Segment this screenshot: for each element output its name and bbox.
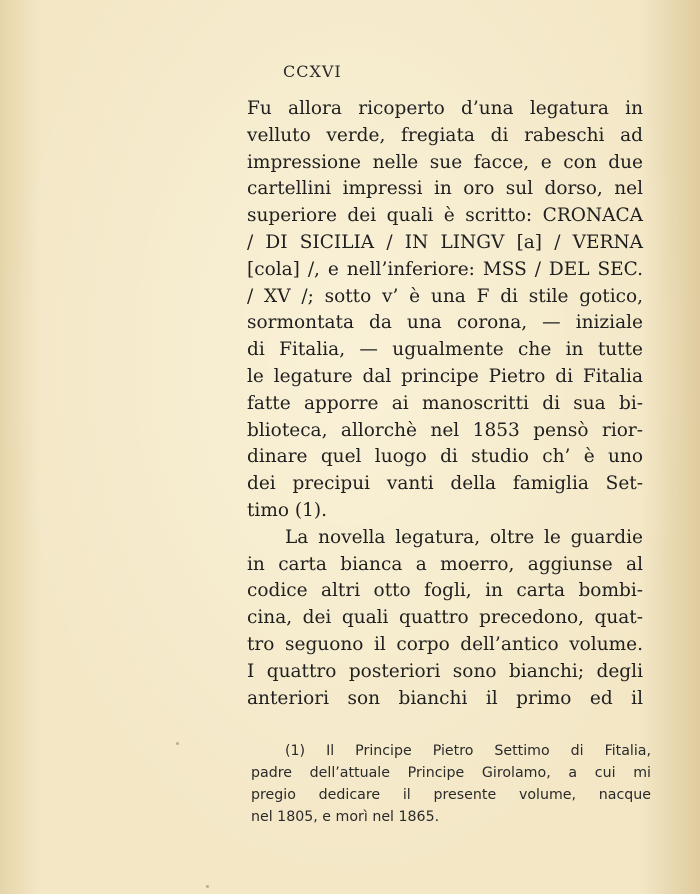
text-line: / DI SICILIA / IN LINGV [a] / VERNA — [247, 231, 643, 253]
text-line: anteriori son bianchi il primo ed il — [247, 687, 643, 709]
footnote-line: pregio dedicare il presente volume, nacque — [251, 787, 651, 803]
text-line: fatte apporre ai manoscritti di sua bi- — [247, 392, 643, 414]
text-line: velluto verde, fregiata di rabeschi ad — [247, 124, 643, 146]
text-line: tro seguono il corpo dell’antico volume. — [247, 633, 643, 655]
text-line: superiore dei quali è scritto: CRONACA — [247, 205, 643, 227]
text-line: dinare quel luogo di studio ch’ è uno — [247, 446, 643, 468]
paper-speck — [176, 742, 179, 745]
text-line: dei precipui vanti della famiglia Set- — [247, 473, 643, 495]
footnote-line: nel 1805, e morì nel 1865. — [251, 809, 440, 825]
paper-speck — [206, 885, 209, 888]
page-number: CCXVI — [283, 62, 342, 81]
text-line: cartellini impressi in oro sul dorso, nel — [247, 178, 643, 200]
footnote — [251, 740, 651, 828]
text-line: sormontata da una corona, — iniziale — [247, 312, 643, 334]
text-line: in carta bianca a moerro, aggiunse al — [247, 553, 643, 575]
footnote-line: (1) Il Principe Pietro Settimo di Fitalia, — [285, 743, 651, 759]
text-line: impressione nelle sue facce, e con due — [247, 151, 643, 173]
text-line: Fu allora ricoperto d’una legatura in — [247, 98, 643, 119]
text-line: / XV /; sotto v’ è una F di stile gotico, — [247, 285, 643, 307]
text-line: [cola] /, e nell’inferiore: MSS / DEL SEC. — [247, 258, 643, 280]
text-line: blioteca, allorchè nel 1853 pensò rior- — [247, 419, 643, 441]
text-line: cina, dei quali quattro precedono, quat- — [247, 607, 643, 629]
text-line: di Fitalia, — ugualmente che in tutte — [247, 339, 643, 361]
text-line: La novella legatura, oltre le guardie — [285, 526, 643, 548]
text-line: le legature dal principe Pietro di Fitalia — [247, 365, 643, 387]
main-text — [247, 96, 643, 712]
footnote-line: padre dell’attuale Principe Girolamo, a cui mi — [251, 765, 651, 781]
text-line: I quattro posteriori sono bianchi; degli — [247, 660, 643, 682]
text-line: timo (1). — [247, 499, 327, 521]
text-line: codice altri otto fogli, in carta bombi- — [247, 580, 643, 602]
